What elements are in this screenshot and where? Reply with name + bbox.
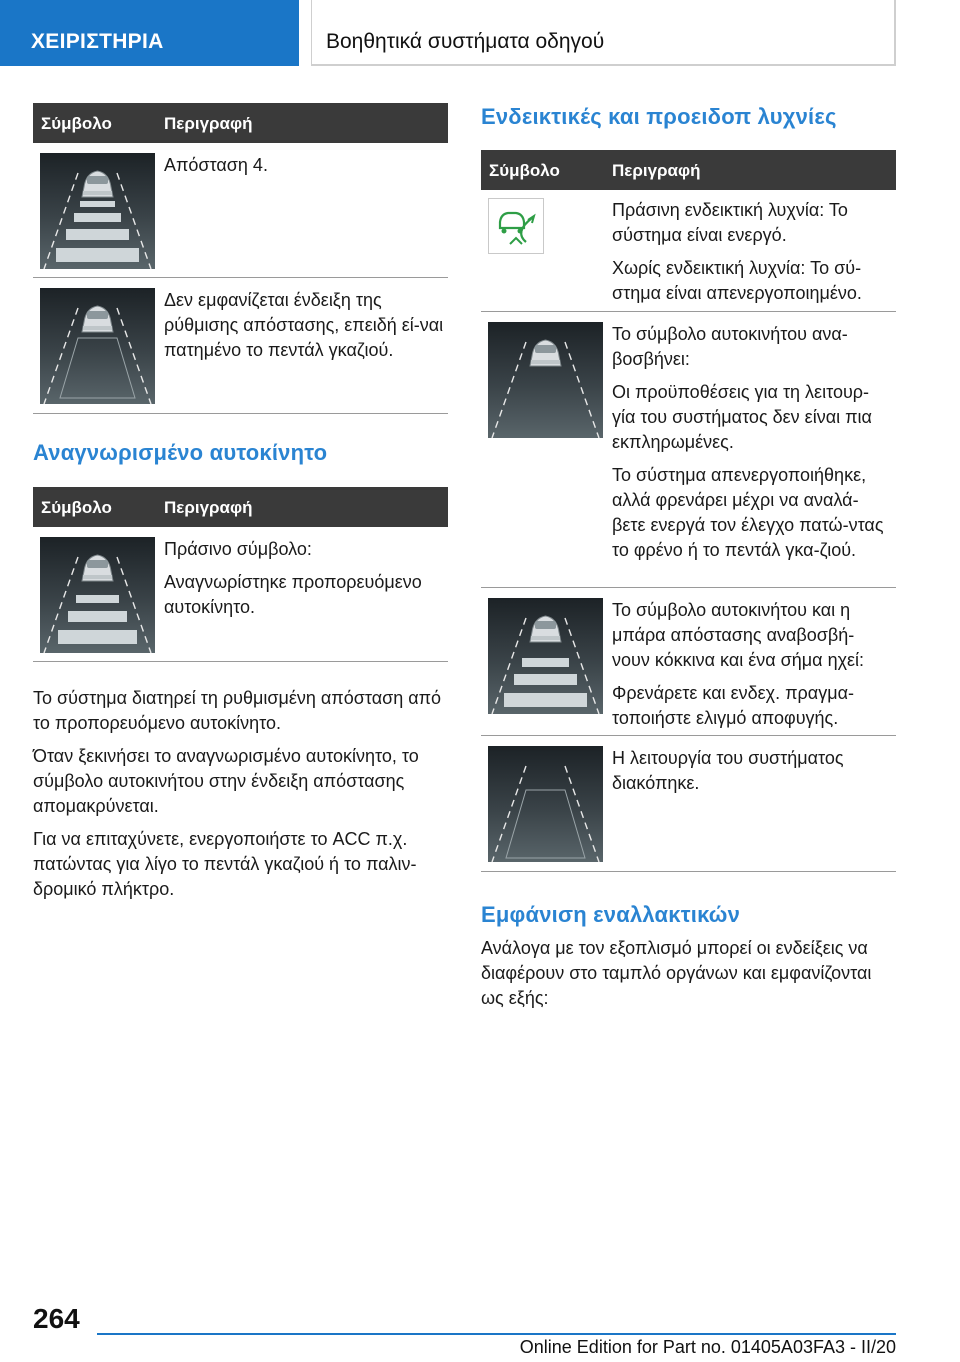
table-row (33, 143, 448, 278)
row-description (164, 153, 444, 186)
table-row (481, 736, 896, 872)
row-description (164, 288, 444, 371)
distance-no-setting-icon (40, 288, 155, 404)
description-text: Πράσινη ενδεικτική λυχνία: Το σύστημα είναι ενεργό. (612, 200, 848, 245)
header-description: Περιγραφή (612, 161, 701, 180)
description-text: Φρενάρετε και ενδεχ. πραγμα-τοποιήστε ελιγμό αποφυγής. (612, 683, 854, 728)
body-paragraph: Για να επιταχύνετε, ενεργοποιήστε το ACC π.χ. πατώντας για λίγο το πεντάλ γκαζιού ή το παλιν-δρομικό πλήκτρο. (33, 829, 417, 899)
description-text: Δεν εμφανίζεται ένδειξη της ρύθμισης απόστασης, επειδή εί-ναι πατημένο το πεντάλ γκαζιού. (164, 290, 444, 360)
table-header (33, 103, 448, 143)
description-text: Το σύστημα απενεργοποιήθηκε, αλλά φρενάρει μέχρι να αναλά-βετε ενεργά τον έλεγχο πατώ-ντας το φρένο ή το πεντάλ γκα-ζιού. (612, 465, 884, 560)
description-text: Απόσταση 4. (164, 155, 268, 175)
distance-4-icon (40, 153, 155, 269)
indicator-lights-heading: Ενδεικτικές και προειδοπ λυχνίες (481, 104, 837, 129)
table-row (481, 588, 896, 736)
description-text: Πράσινο σύμβολο: (164, 539, 312, 559)
description-text: Το σύμβολο αυτοκινήτου ανα-βοσβήνει: (612, 324, 848, 369)
description-text: Οι προϋποθέσεις για τη λειτουρ-γία του συστήματος δεν είναι πια εκπληρωμένες. (612, 382, 872, 452)
table-row (33, 527, 448, 662)
header-symbol: Σύμβολο (489, 161, 560, 180)
table-row (481, 190, 896, 312)
recognized-table (33, 487, 448, 662)
row-description (612, 598, 892, 739)
table-header (33, 487, 448, 527)
description-text: Το σύμβολο αυτοκινήτου και η μπάρα απόστασης αναβοσβή-νουν κόκκινα και ένα σήμα ηχεί: (612, 600, 865, 670)
description-text: Χωρίς ενδεικτική λυχνία: Το σύ-στημα είναι απενεργοποιημένο. (612, 258, 862, 303)
vehicle-flashing-icon (488, 322, 603, 438)
page-number: 264 (33, 1303, 80, 1334)
chapter-tab[interactable]: ΧΕΙΡΙΣΤΗΡΙΑ (0, 0, 299, 66)
system-interrupted-icon (488, 746, 603, 862)
header-symbol: Σύμβολο (41, 114, 112, 133)
vehicle-red-warning-icon (488, 598, 603, 714)
recognized-body (33, 686, 448, 910)
body-paragraph: Όταν ξεκινήσει το αναγνωρισμένο αυτοκίνητο, το σύμβολο αυτοκινήτου στην ένδειξη απόστασης απομακρύνεται. (33, 746, 419, 816)
row-description (612, 746, 892, 804)
description-text: Η λειτουργία του συστήματος διακόπηκε. (612, 748, 844, 793)
edition-text: Online Edition for Part no. 01405A03FA3 - II/20 (519, 1337, 896, 1357)
header-description: Περιγραφή (164, 498, 253, 517)
footer-divider (97, 1333, 896, 1335)
row-description (612, 322, 892, 571)
acc-indicator-icon (488, 198, 544, 254)
row-description (612, 198, 892, 314)
recognized-vehicle-heading: Αναγνωρισμένο αυτοκίνητο (33, 440, 328, 465)
description-text: Αναγνωρίστηκε προπορευόμενο αυτοκίνητο. (164, 572, 422, 617)
section-title: Βοηθητικά συστήματα οδηγού (311, 0, 896, 66)
table-row (33, 278, 448, 414)
header-description: Περιγραφή (164, 114, 253, 133)
header-symbol: Σύμβολο (41, 498, 112, 517)
distance-table (33, 103, 448, 414)
table-header (481, 150, 896, 190)
row-description (164, 537, 444, 628)
page-header (0, 0, 960, 66)
body-paragraph: Το σύστημα διατηρεί τη ρυθμισμένη απόσταση από το προπορευόμενο αυτοκίνητο. (33, 688, 442, 733)
indicator-table (481, 150, 896, 872)
alternative-display-heading: Εμφάνιση εναλλακτικών (481, 902, 741, 927)
recognized-vehicle-icon (40, 537, 155, 653)
alternative-display-body (481, 936, 896, 1019)
table-row (481, 312, 896, 588)
body-paragraph: Ανάλογα με τον εξοπλισμό μπορεί οι ενδείξεις να διαφέρουν στο ταμπλό οργάνων και εμφανίζονται ως εξής: (481, 938, 872, 1008)
